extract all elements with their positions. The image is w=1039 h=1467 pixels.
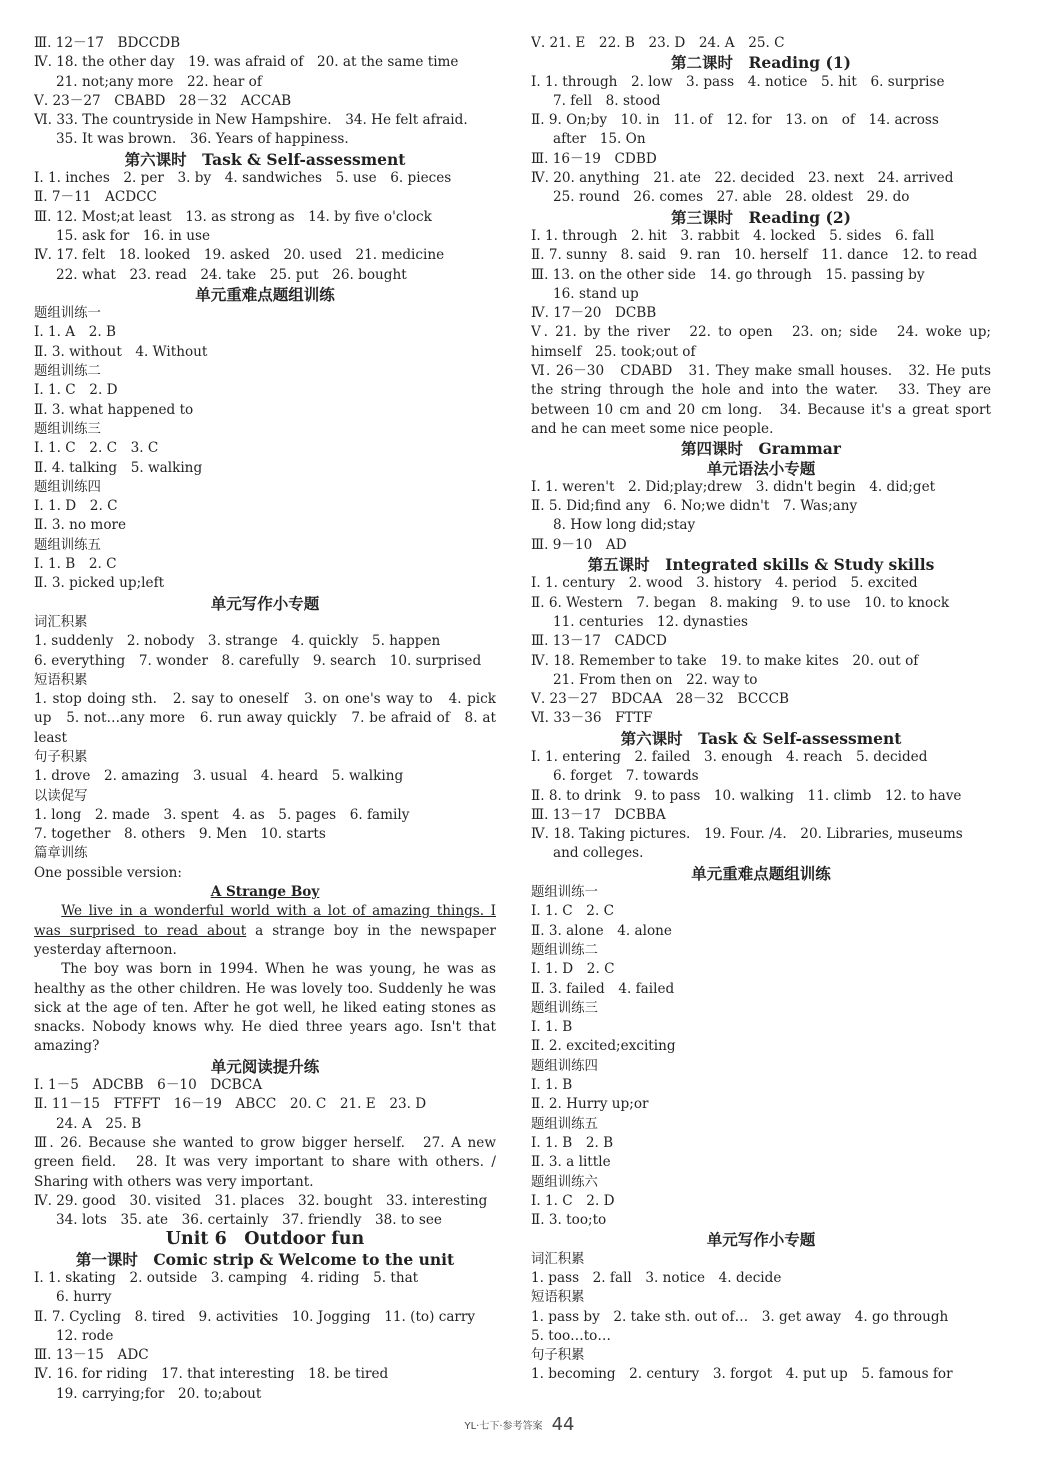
answer-line: Ⅱ. 11－15 FTFFT 16－19 ABCC 20. C 21. E 23. D — [34, 1096, 427, 1113]
answer-line: Ⅰ. 1. C 2. C 3. C — [34, 440, 159, 457]
section-heading: 第四课时 Grammar — [681, 439, 841, 459]
answer-line: Ⅰ. 1. through 2. hit 3. rabbit 4. locked 5. sides 6. fall — [531, 227, 935, 244]
answer-block — [34, 169, 496, 285]
answer-line: Ⅳ. 16. for riding 17. that interesting 18. be tired — [34, 1366, 389, 1383]
group-label: 题组训练五 — [531, 1116, 598, 1132]
group-label: 题组训练三 — [34, 421, 101, 437]
section-heading: 第一课时 Comic strip & Welcome to the unit — [75, 1249, 455, 1269]
group-label: 短语积累 — [531, 1290, 585, 1306]
answer-line: Ⅱ. 3. a little — [531, 1154, 611, 1171]
drill-block — [531, 883, 991, 1230]
section-heading: 第五课时 Integrated skills & Study skills — [587, 555, 935, 575]
group-label: 篇章训练 — [34, 846, 88, 862]
answer-line: Ⅴ. 21. E 22. B 23. D 24. A 25. C — [531, 35, 785, 51]
group-label: 题组训练三 — [531, 1000, 598, 1016]
answer-line: Ⅵ. 33－36 FTTF — [531, 710, 653, 727]
answer-line: 6. everything 7. wonder 8. carefully 9. search 10. surprised — [34, 652, 482, 669]
group-label: 题组训练四 — [34, 479, 101, 495]
answer-line: 21. not;any more 22. hear of — [56, 73, 262, 90]
answer-block — [531, 227, 991, 439]
section-heading: 单元写作小专题 — [210, 593, 320, 613]
answer-line: Ⅱ. 8. to drink 9. to pass 10. walking 11. climb 12. to have — [531, 787, 962, 804]
essay-paragraph: The boy was born in 1994. When he was young, he was as healthy as the other children. He was lovely too. Suddenly he was sick at the age of ten. After he got well, he liked eating stones as snacks. Nobody knows why. He died three years ago. Isn't that amazing? — [34, 961, 496, 1055]
answer-line: and colleges. — [553, 845, 644, 862]
answer-line: 16. stand up — [553, 285, 639, 302]
essay-title: A Strange Boy — [210, 884, 320, 901]
answer-line: Ⅰ. 1. century 2. wood 3. history 4. period 5. excited — [531, 575, 918, 592]
section-heading: 单元重难点题组训练 — [691, 863, 831, 883]
answer-line: 24. A 25. B — [56, 1115, 142, 1132]
answer-block — [34, 1076, 496, 1230]
group-label: 句子积累 — [34, 749, 88, 765]
answer-line: Ⅴ. 21. by the river 22. to open 23. on; side 24. woke up; himself 25. took;out of — [531, 324, 991, 360]
answer-line: Ⅲ. 9－10 AD — [531, 536, 627, 553]
answer-line: 22. what 23. read 24. take 25. put 26. bought — [56, 266, 407, 283]
answer-line: Ⅰ. 1. weren't 2. Did;play;drew 3. didn't begin 4. did;get — [531, 478, 936, 495]
page-number: 44 — [551, 1414, 575, 1435]
answer-line: 19. carrying;for 20. to;about — [56, 1385, 262, 1402]
answer-line: Ⅰ. 1. A 2. B — [34, 324, 116, 341]
answer-line: 1. drove 2. amazing 3. usual 4. heard 5. walking — [34, 768, 404, 785]
answer-line: Ⅲ. 12－17 BDCCDB — [34, 35, 181, 51]
answer-line: 15. ask for 16. in use — [56, 227, 211, 244]
answer-line: Ⅱ. 7. Cycling 8. tired 9. activities 10. Jogging 11. (to) carry — [34, 1308, 476, 1325]
answer-line: Ⅰ. 1. C 2. D — [34, 382, 118, 399]
answer-line: Ⅱ. 3. alone 4. alone — [531, 922, 672, 939]
section-heading: 单元写作小专题 — [706, 1230, 816, 1250]
essay — [34, 883, 496, 1057]
answer-line: Ⅳ. 29. good 30. visited 31. places 32. bought 33. interesting — [34, 1192, 488, 1209]
answer-line: Ⅳ. 18. the other day 19. was afraid of 20. at the same time — [34, 54, 459, 71]
answer-line: 7. together 8. others 9. Men 10. starts — [34, 826, 326, 843]
answer-line: 25. round 26. comes 27. able 28. oldest 29. do — [553, 189, 910, 206]
answer-line: 1. suddenly 2. nobody 3. strange 4. quickly 5. happen — [34, 633, 441, 650]
answer-line: Ⅰ. 1－5 ADCBB 6－10 DCBCA — [34, 1077, 263, 1094]
answer-line: 1. long 2. made 3. spent 4. as 5. pages 6. family — [34, 806, 410, 823]
answer-line: Ⅱ. 6. Western 7. began 8. making 9. to use 10. to knock — [531, 594, 950, 611]
unit-title: Unit 6 Outdoor fun — [165, 1229, 365, 1250]
answer-line: 6. forget 7. towards — [553, 768, 699, 785]
answer-line: 5. too…to… — [531, 1327, 611, 1344]
group-label: 题组训练四 — [531, 1058, 598, 1074]
answer-line: Ⅳ. 17. felt 18. looked 19. asked 20. used 21. medicine — [34, 247, 445, 264]
group-label: 题组训练一 — [34, 306, 101, 322]
answer-line: Ⅱ. 9. On;by 10. in 11. of 12. for 13. on of 14. across — [531, 112, 939, 129]
answer-line: Ⅲ. 13－17 CADCD — [531, 633, 667, 650]
answer-line: 21. From then on 22. way to — [553, 671, 758, 688]
answer-line: One possible version: — [34, 864, 182, 881]
footer-tag: YL·七下·参考答案 — [464, 1421, 543, 1432]
group-label: 题组训练一 — [531, 885, 598, 901]
answer-line: 35. It was brown. 36. Years of happiness. — [56, 131, 349, 148]
answer-block — [34, 34, 496, 150]
writing-block — [34, 613, 496, 883]
answer-line: Ⅰ. 1. D 2. C — [531, 961, 615, 978]
answer-line: 1. stop doing sth. 2. say to oneself 3. on one's way to 4. pick up 5. not…any more 6. run away quickly 7. be afraid of 8. at least — [34, 691, 496, 746]
answer-block — [531, 478, 991, 555]
group-label: 题组训练二 — [531, 942, 598, 958]
writing-block — [531, 1250, 991, 1385]
answer-line: Ⅱ. 4. talking 5. walking — [34, 459, 203, 476]
answer-block — [531, 73, 991, 208]
answer-line: Ⅰ. 1. B 2. C — [34, 556, 117, 573]
answer-block — [34, 1269, 496, 1404]
answer-block — [531, 574, 991, 728]
answer-line: Ⅲ. 16－19 CDBD — [531, 150, 657, 167]
answer-line: 6. hurry — [56, 1289, 112, 1306]
answer-line: Ⅳ. 17－20 DCBB — [531, 305, 657, 322]
answer-line: Ⅱ. 3. too;to — [531, 1212, 607, 1229]
answer-line: Ⅱ. 2. Hurry up;or — [531, 1096, 649, 1113]
answer-line: 12. rode — [56, 1327, 114, 1344]
answer-line: Ⅱ. 2. excited;exciting — [531, 1038, 676, 1055]
answer-line: 34. lots 35. ate 36. certainly 37. friendly 38. to see — [56, 1212, 442, 1229]
answer-line: Ⅲ. 13－17 DCBBA — [531, 806, 666, 823]
answer-line: Ⅰ. 1. inches 2. per 3. by 4. sandwiches 5. use 6. pieces — [34, 170, 452, 187]
answer-line: Ⅰ. 1. C 2. D — [531, 1192, 615, 1209]
answer-line: Ⅰ. 1. entering 2. failed 3. enough 4. reach 5. decided — [531, 748, 928, 765]
answer-line: Ⅱ. 3. picked up;left — [34, 575, 165, 592]
answer-line: Ⅰ. 1. skating 2. outside 3. camping 4. riding 5. that — [34, 1270, 419, 1286]
answer-line: 1. pass 2. fall 3. notice 4. decide — [531, 1270, 782, 1286]
left-column — [34, 34, 496, 1404]
group-label: 词汇积累 — [531, 1251, 585, 1267]
answer-line: Ⅱ. 3. what happened to — [34, 401, 194, 418]
answer-line: Ⅱ. 5. Did;find any 6. No;we didn't 7. Was;any — [531, 498, 858, 515]
essay-paragraph — [34, 902, 496, 960]
answer-line: Ⅰ. 1. through 2. low 3. pass 4. notice 5. hit 6. surprise — [531, 73, 945, 90]
answer-line: Ⅱ. 7. sunny 8. said 9. ran 10. herself 11. dance 12. to read — [531, 247, 978, 264]
group-label: 题组训练五 — [34, 537, 101, 553]
essay-underlined-sentence: We live in a wonderful world with a lot of amazing things. I was surprised to read about — [34, 903, 496, 939]
section-heading: 单元重难点题组训练 — [195, 284, 335, 304]
answer-line: Ⅲ. 13. on the other side 14. go through 15. passing by — [531, 266, 925, 283]
group-label: 以读促写 — [34, 788, 88, 804]
answer-block — [531, 748, 991, 864]
answer-line: 1. becoming 2. century 3. forgot 4. put up 5. famous for — [531, 1366, 953, 1383]
answer-line: Ⅰ. 1. B — [531, 1019, 573, 1036]
answer-line: Ⅳ. 20. anything 21. ate 22. decided 23. next 24. arrived — [531, 170, 954, 187]
group-label: 题组训练二 — [34, 364, 101, 380]
section-heading: 单元阅读提升练 — [210, 1056, 320, 1076]
section-heading: 单元语法小专题 — [706, 458, 816, 478]
group-label: 题组训练六 — [531, 1174, 598, 1190]
essay-text: a strange boy in the newspaper yesterday afternoon. — [34, 922, 496, 958]
answer-line: Ⅳ. 18. Remember to take 19. to make kites 20. out of — [531, 652, 919, 669]
answer-line: Ⅰ. 1. B 2. B — [531, 1134, 614, 1151]
right-column — [531, 34, 991, 1385]
answer-line: Ⅲ. 26. Because she wanted to grow bigger herself. 27. A new green field. 28. It was very important to share with others. / Sharing with others was very important. — [34, 1134, 496, 1190]
section-heading: 第三课时 Reading (2) — [671, 207, 851, 227]
drill-block — [34, 304, 496, 593]
answer-line: Ⅲ. 13－15 ADC — [34, 1347, 149, 1364]
answer-line: Ⅱ. 3. no more — [34, 517, 127, 534]
answer-line: Ⅴ. 23－27 BDCAA 28－32 BCCCB — [531, 691, 789, 708]
group-label: 句子积累 — [531, 1348, 585, 1364]
answer-line: Ⅰ. 1. B — [531, 1077, 573, 1094]
answer-line: Ⅱ. 7－11 ACDCC — [34, 189, 157, 206]
answer-line: Ⅱ. 3. without 4. Without — [34, 343, 208, 360]
page-footer — [0, 1414, 1039, 1435]
section-heading: 第二课时 Reading (1) — [671, 53, 851, 73]
answer-line: Ⅵ. 26－30 CDABD 31. They make small houses. 32. He puts the string through the hole and into the water. 33. They are between 10 cm and 20 cm long. 34. Because it's a great sport and he can meet some nice people. — [531, 363, 991, 437]
answer-line: 8. How long did;stay — [553, 517, 696, 534]
section-heading: 第六课时 Task & Self-assessment — [620, 728, 902, 748]
answer-line: 11. centuries 12. dynasties — [553, 613, 749, 630]
answer-line: Ⅴ. 23－27 CBABD 28－32 ACCAB — [34, 92, 292, 109]
answer-line: Ⅰ. 1. C 2. C — [531, 903, 614, 920]
answer-line: 7. fell 8. stood — [553, 92, 661, 109]
group-label: 词汇积累 — [34, 614, 88, 630]
answer-line: Ⅵ. 33. The countryside in New Hampshire. 34. He felt afraid. — [34, 112, 468, 129]
answer-line: 1. pass by 2. take sth. out of… 3. get away 4. go through — [531, 1308, 949, 1325]
answer-line: Ⅰ. 1. D 2. C — [34, 498, 118, 515]
group-label: 短语积累 — [34, 672, 88, 688]
answer-line: Ⅱ. 3. failed 4. failed — [531, 980, 675, 997]
answer-line: Ⅳ. 18. Taking pictures. 19. Four. /4. 20. Libraries, museums — [531, 826, 963, 843]
section-heading: 第六课时 Task & Self-assessment — [124, 149, 406, 169]
answer-line: after 15. On — [553, 131, 646, 148]
answer-line: Ⅲ. 12. Most;at least 13. as strong as 14. by five o'clock — [34, 208, 432, 225]
